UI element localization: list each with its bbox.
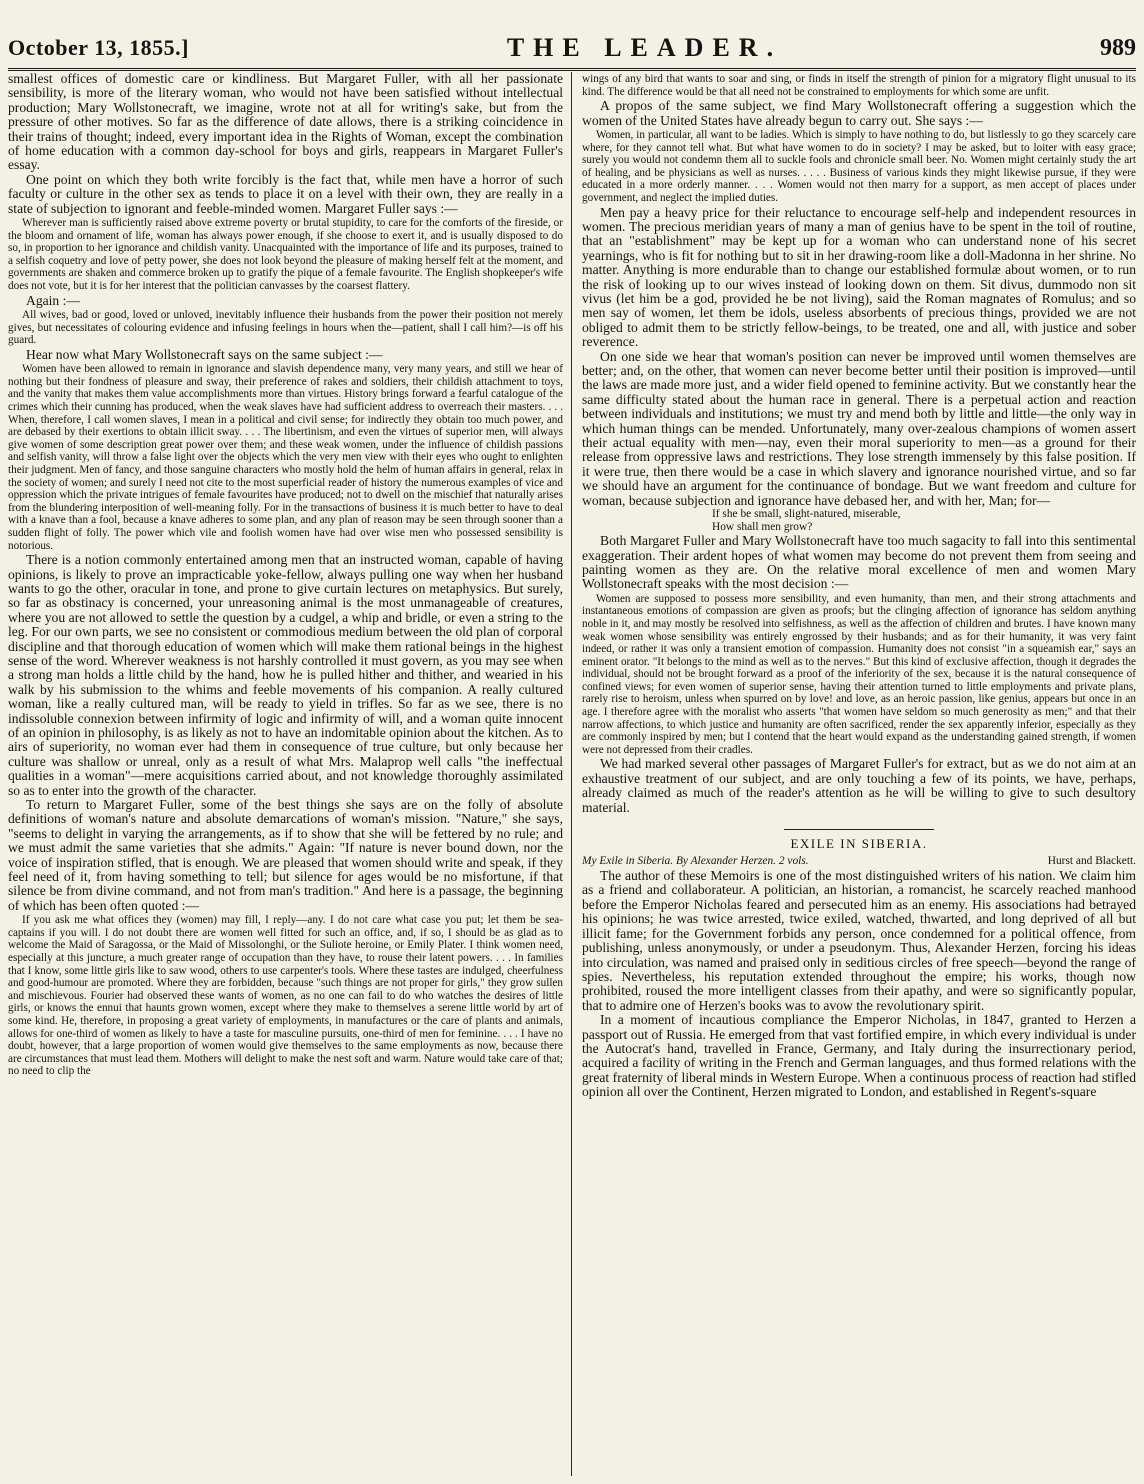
block-quote: Women have been allowed to remain in ignorance and slavish dependence many, very many years, and still we hear of nothing but their fondness of pleasure and sway, their preference of rakes and soldiers, their childish attachment to toys, and the vanity that makes them value accomplishments more than virtues. History brings forward a fearful catalogue of the crimes which their cunning has produced, when the weak slaves have had sufficient address to overreach their masters. . . . When, therefore, I call women slaves, I mean in a political and civil sense; for indirectly they obtain too much power, and are debased by their exertions to obtain illicit sway. . . . The libertinism, and even the virtues of superior men, will always give women of some description great power over them; and these weak women, under the influence of childish passions and selfish vanity, will throw a false light over the objects which the very men view with their eyes who ought to enlighten their judgment. Men of fancy, and those sanguine characters who mostly hold the helm of human affairs in general, relax in the society of women; and surely I need not cite to the most superficial reader of history the numerous examples of vice and oppression which the private intrigues of female favourites have produced; not to dwell on the mischief that naturally arises from the blundering interposition of well-meaning folly. For in the transactions of business it is much better to have to deal with a knave than a fool, because a knave adheres to some plan, and any plan of reason may be seen through sooner than a sudden flight of folly. The power which vile and foolish women have had over wise men who possessed sensibility is notorious. xyxy=(8,363,563,552)
masthead xyxy=(8,28,1136,71)
book-title: My Exile in Siberia. By Alexander Herzen. 2 vols. xyxy=(582,855,809,868)
paragraph: There is a notion commonly entertained among men that an instructed woman, capable of having opinions, is likely to prove an impracticable yoke-fellow, always pulling one way when her husband wants to go the other, oracular in tone, and prone to give curtain lectures on metaphysics. But surely, so far as obstinacy is concerned, your unreasoning animal is the most unmanageable of creatures, where you are not allowed to settle the question by a cudgel, a whip and bridle, or even a string to the leg. For our own parts, we see no consistent or commodious medium between the old plan of corporal discipline and that thorough education of women which will make them rational beings in the highest sense of the word. Wherever weakness is not harshly controlled it must govern, as you may see when a strong man holds a little child by the hand, how he is pulled hither and thither, and wearied in his walk by his submission to the whims and feeble movements of his companion. A really cultured woman, like a really cultured man, will be ready to yield in trifles. So far as we see, there is no indissoluble connexion between infirmity of logic and infirmity of will, and a woman quite innocent of an opinion in philosophy, is as likely as not to have an indomitable opinion about the kitchen. As to airs of superiority, no woman ever had them in consequence of true culture, but only because her culture was shallow or unreal, only as a result of what Mrs. Malaprop well calls "the ineffectual qualities in a woman"—mere acquisitions carried about, and not knowledge thoroughly assimilated so as to enter into the growth of the character. xyxy=(8,552,563,798)
block-quote: If you ask me what offices they (women) may fill, I reply—any. I do not care what case you put; let them be sea-captains if you will. I do not doubt there are women well fitted for such an office, and, if so, I should be as glad as to welcome the Maid of Saragossa, or the Maid of Missolonghi, or the Suliote heroine, or Emily Plater. I think women need, especially at this juncture, a much greater range of occupation than they have, to rouse their latent powers. . . . In families that I know, some little girls like to saw wood, others to use carpenter's tools. Where these tastes are indulged, cheerfulness and good-humour are promoted. Where they are forbidden, because "such things are not proper for girls," they grow sullen and mischievous. Fourier had observed these wants of women, as no one can fail to do who watches the desires of little girls, or knows the ennui that haunts grown women, except where they make to themselves a serene little world by art of some kind. He, therefore, in proposing a great variety of employments, in manufactures or the care of plants and animals, allows for one-third of women as likely to have a taste for masculine pursuits, one-third of men for feminine. . . . I have no doubt, however, that a large proportion of women would give themselves to the same employments as now, because there are circumstances that must lead them. Mothers will delight to make the nest soft and warm. Nature would take care of that; no need to clip the xyxy=(8,914,563,1078)
verse-line: If she be small, slight-natured, miserable, xyxy=(712,508,901,521)
section-divider xyxy=(784,829,934,830)
block-quote: wings of any bird that wants to soar and sing, or finds in itself the strength of pinion for a migratory flight unusual to its kind. The difference would be that all need not be constrained to employments for which some are unfit. xyxy=(582,73,1136,98)
verse-line: How shall men grow? xyxy=(712,521,813,534)
paragraph: On one side we hear that woman's position can never be improved until women themselves are better; and, on the other, that women can never become better until their position is improved—until the laws are made more just, and a wider field opened to feminine activity. But we constantly hear the same difficulty stated about the human race in general. There is a perpetual action and reaction between individuals and institutions; we must try and mend both by little and little—the only way in which human things can be mended. Unfortunately, many over-zealous champions of women assert their actual equality with men—nay, even their moral superiority to men—as a ground for their release from oppressive laws and restrictions. They lose strength immensely by this false position. If it were true, then there would be a case in which slavery and ignorance nourished virtue, and so far we should have an argument for the continuance of bondage. But we want freedom and culture for woman, because subjection and ignorance have debased her, and with her, Man; for— xyxy=(582,348,1136,508)
paragraph: smallest offices of domestic care or kindliness. But Margaret Fuller, with all her passionate sensibility, is more of the literary woman, who would not have been satisfied without intellectual production; Mary Wollstonecraft, we imagine, wrote not at all for writing's sake, but from the pressure of other motives. So far as the difference of date allows, there is a striking coincidence in their trains of thought; indeed, every important idea in the Rights of Woman, except the combination of home education with a common day-school for boys and girls, reappears in Margaret Fuller's essay. xyxy=(8,72,563,173)
book-publisher: Hurst and Blackett. xyxy=(1047,855,1136,868)
block-quote: Wherever man is sufficiently raised above extreme poverty or brutal stupidity, to care for the comforts of the fireside, or the bloom and ornament of life, woman has always power enough, if she choose to exert it, and is usually disposed to do so, in proportion to her ignorance and childish vanity. Unacquainted with the importance of life and its purposes, trained to a selfish coquetry and love of petty power, she does not look beyond the pleasure of making herself felt at the moment, and governments are shaken and commerce broken up to gratify the pique of a female favourite. The English shopkeeper's wife does not vote, but it is for her interest that the politician canvasses by the coarsest flattery. xyxy=(8,217,563,293)
newspaper-title: THE LEADER. xyxy=(506,33,783,62)
book-citation xyxy=(582,855,1136,868)
paragraph: Hear now what Mary Wollstonecraft says on the same subject :— xyxy=(26,346,383,362)
left-column xyxy=(8,72,572,1476)
block-quote: Women, in particular, all want to be ladies. Which is simply to have nothing to do, but listlessly to go they scarcely care where, for they cannot tell what. But what have women to do in society? I may be asked, but to loiter with easy grace; surely you would not condemn them all to suckle fools and chronicle small beer. No. Women might certainly study the art of healing, and be physicians as well as nurses. . . . . Business of various kinds they might likewise pursue, if they were educated in a more orderly manner. . . . Women would not then marry for a support, as men accept of places under government, and neglect the implied duties. xyxy=(582,129,1136,204)
paragraph: We had marked several other passages of Margaret Fuller's for extract, but as we do not aim at an exhaustive treatment of our subject, and are only touching a few of its points, we have, perhaps, already claimed as much of the reader's attention as he will be willing to give to such desultory material. xyxy=(582,756,1136,815)
paragraph: Again :— xyxy=(26,292,80,308)
block-quote: Women are supposed to possess more sensibility, and even humanity, than men, and their strong attachments and instantaneous emotions of compassion are given as proofs; but the clinging affection of ignorance has seldom anything noble in it, and may mostly be resolved into selfishness, as well as the affection of children and brutes. I have known many weak women whose sensibility was entirely engrossed by their husbands; and as for their humanity, it was very faint indeed, or rather it was only a transient emotion of compassion. Humanity does not consist "in a squeamish ear," says an eminent orator. "It belongs to the mind as well as to the nerves." But this kind of exclusive affection, though it degrades the individual, should not be brought forward as a proof of the inferiority of the sex, because it is the natural consequence of confined views; for even women of superior sense, having their attention turned to little employments and private plans, rarely rise to heroism, unless when spurred on by love! and love, as an heroic passion, like genius, appears but once in an age. I therefore agree with the moralist who asserts "that women have seldom so much generosity as men;" and that their narrow affections, to which justice and humanity are often sacrificed, render the sex apparently inferior, especially as they are commonly inspired by men; but I contend that the heart would expand as the understanding gained strength, if women were not depressed from their cradles. xyxy=(582,592,1136,756)
review-heading: EXILE IN SIBERIA. xyxy=(790,836,928,852)
paragraph: One point on which they both write forcibly is the fact that, while men have a horror of such faculty or culture in the other sex as tends to place it on a level with their own, they are really in a state of subjection to ignorant and feeble-minded women. Margaret Fuller says :— xyxy=(8,171,563,216)
paragraph: A propos of the same subject, we find Mary Wollstonecraft offering a suggestion which the women of the United States have already begun to carry out. She says :— xyxy=(582,98,1136,128)
paragraph: In a moment of incautious compliance the Emperor Nicholas, in 1847, granted to Herzen a passport out of Russia. He emerged from that vast fortified empire, in which every individual is under the Autocrat's hand, travelled in France, Germany, and Italy during the insurrectionary period, acquired a facility of writing in the French and German languages, and thus formed relations with the great fraternity of liberal minds in Western Europe. When a continuous process of reaction had stifled opinion all over the Continent, Herzen migrated to London, and established in Regent's-square xyxy=(582,1012,1136,1100)
article-columns xyxy=(8,72,1136,1476)
block-quote: All wives, bad or good, loved or unloved, inevitably influence their husbands from the power their position not merely gives, but necessitates of colouring evidence and infusing feelings in hours when the—patient, shall I call him?—is off his guard. xyxy=(8,309,563,347)
paragraph: Both Margaret Fuller and Mary Wollstonecraft have too much sagacity to fall into this sentimental exaggeration. Their ardent hopes of what women may become do not prevent them from seeing and painting women as they are. On the relative moral excellence of men and women Mary Wollstonecraft speaks with the most decision :— xyxy=(582,533,1136,592)
paragraph: The author of these Memoirs is one of the most distinguished writers of his nation. We claim him as a friend and collaborateur. A politician, an historian, a romancist, he scarcely reached manhood before the Emperor Nicholas feared and persecuted him as an enemy. His associations had betrayed his opinions; he was twice arrested, twice exiled, watched, thwarted, and long deprived of all but illicit fame; for the Government forbids any person, once condemned for a political offence, from publishing, unless anonymously, or under a pseudonym. Thus, Alexander Herzen, forcing his ideas into circulation, was named and praised only in seditious circles of free speech—beyond the range of spies. Nevertheless, his reputation extended throughout the empire; his works, though now prohibited, roused the more intelligent classes from their apathy, and were so significantly popular, that to admire one of Herzen's books was to avow the revolutionary spirit. xyxy=(582,868,1136,1013)
paragraph: Men pay a heavy price for their reluctance to encourage self-help and independent resources in women. The precious meridian years of many a man of genius have to be spent in the toil of routine, that an "establishment" may be kept up for a woman who can understand none of his secret yearnings, who is fit for nothing but to sit in her drawing-room like a doll-Madonna in her shrine. No matter. Anything is more endurable than to change our established formulæ about women, or to run the risk of looking up to our wives instead of looking down on them. Sit divus, dummodo non sit vivus (let him be a god, provided he be not living), said the Roman magnates of Romulus; and so men say of women, let them be idols, useless absorbents of precious things, provided we are not obliged to admit them to be strictly fellow-beings, to be treated, one and all, with justice and sober reverence. xyxy=(582,204,1136,350)
issue-date: October 13, 1855.] xyxy=(8,35,189,60)
page-number: 989 xyxy=(1099,34,1136,61)
right-column xyxy=(572,72,1136,1476)
paragraph: To return to Margaret Fuller, some of the best things she says are on the folly of absolute definitions of woman's nature and absolute demarcations of woman's mission. "Nature," she says, "seems to delight in varying the arrangements, as if to show that she will be fettered by no rule; and we must admit the same varieties that she admits." Again: "If nature is never bound down, nor the voice of inspiration stifled, that is enough. We are pleased that women should write and speak, if they feel need of it, from having something to tell; but silence for ages would be no misfortune, if that silence be from divine command, and not from man's tradition." And here is a passage, the beginning of which has been often quoted :— xyxy=(8,797,563,913)
